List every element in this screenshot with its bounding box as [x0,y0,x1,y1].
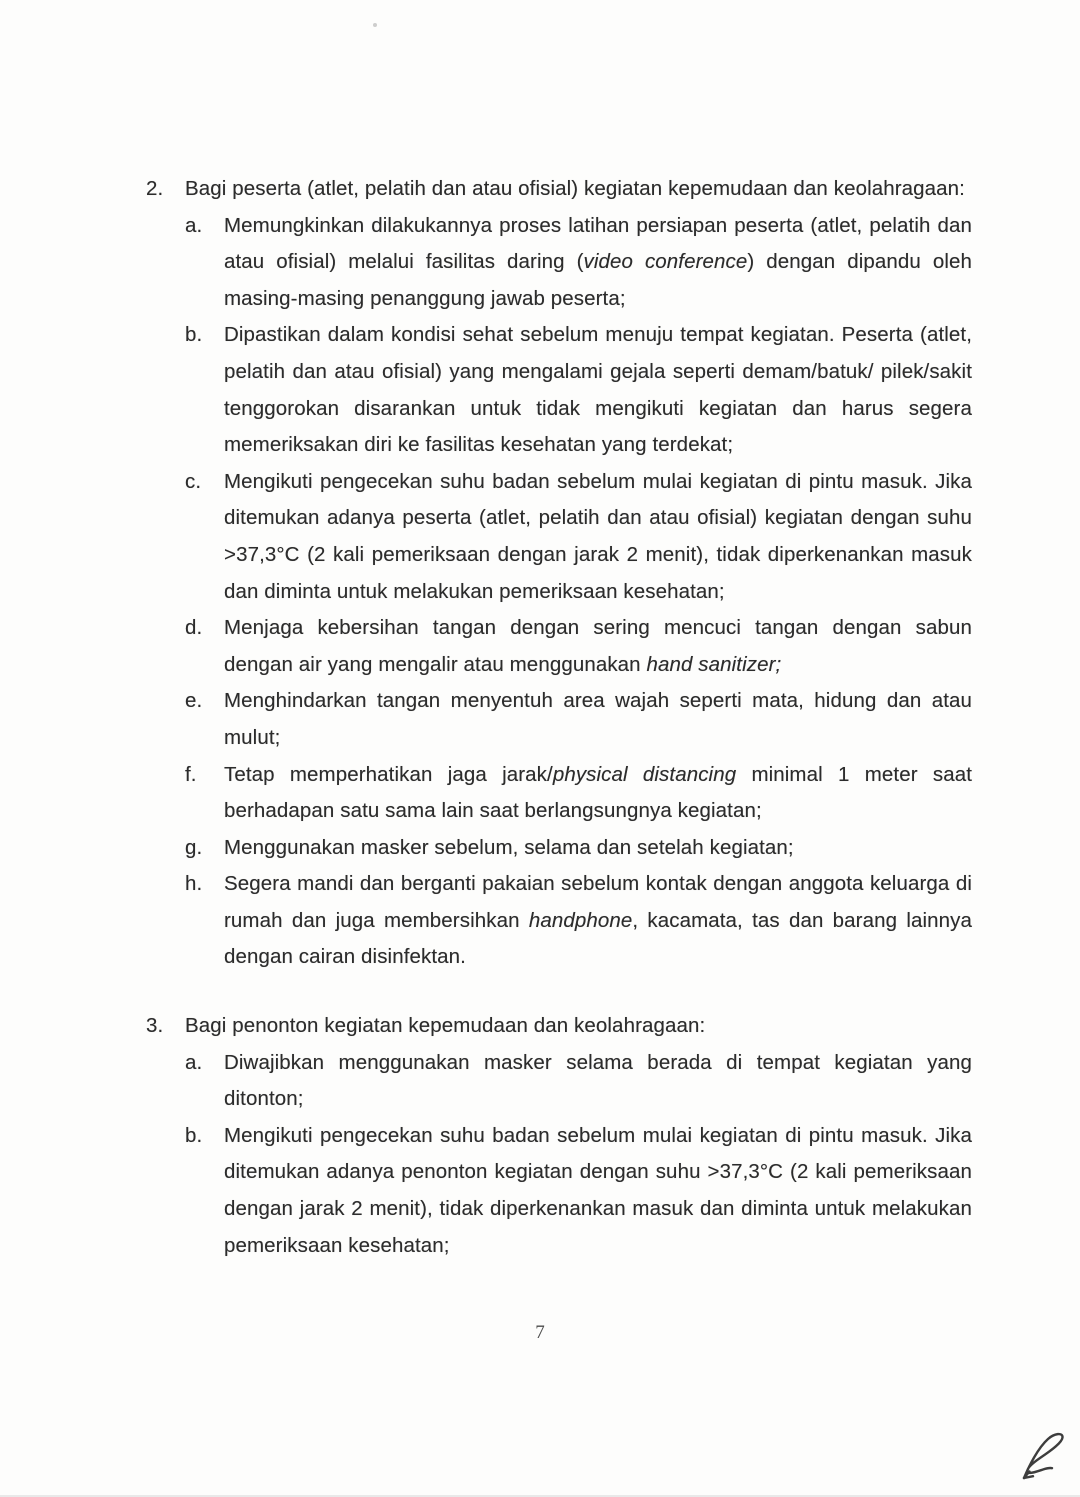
sub-list-item [185,866,972,976]
sub-item-text [224,610,972,683]
sub-item-marker: c. [185,469,202,493]
sub-list-item [185,317,972,463]
list-item-text [185,171,972,208]
text-segment: Memungkinkan dilakukannya proses latihan persiapan peserta (atlet, pelatih dan atau ofisial) melalui fasilitas daring ( [224,213,972,274]
sub-item-text [224,866,972,976]
sub-item-marker: b. [185,1123,203,1147]
sub-item-text [224,683,972,756]
list-item-body [185,171,972,976]
text-segment: minimal 1 meter saat berhadapan satu sama lain saat berlangsungnya kegiatan; [224,762,972,823]
sub-item-text [224,1045,972,1118]
sub-item-marker: a. [185,1050,203,1074]
sub-item-marker: e. [185,689,203,713]
document-body [146,171,972,1264]
numbered-list [146,171,972,1264]
text-segment: Menghindarkan tangan menyentuh area wajah seperti mata, hidung dan atau mulut; [224,689,972,749]
sub-item-marker: f. [185,762,197,786]
sub-item-text [224,317,972,463]
sub-list-item [185,683,972,756]
sub-item-text [224,208,972,318]
list-item-text [185,1008,972,1045]
text-segment: handphone [528,908,633,932]
sub-list-item [185,830,972,867]
sub-item-text [224,1118,972,1264]
list-item-marker: 2. [146,177,164,200]
text-segment: Segera mandi dan berganti pakaian sebelum kontak dengan anggota keluarga di rumah dan juga membersihkan [224,872,972,932]
sub-item-marker: b. [185,323,203,347]
scan-artifact-dot [373,23,377,27]
list-item-body [185,1008,972,1264]
text-segment: , kacamata, tas dan barang lainnya dengan cairan disinfektan. [224,908,972,969]
list-item-marker: 3. [146,1014,164,1038]
handwritten-initials-icon [1014,1428,1068,1486]
text-segment: Dipastikan dalam kondisi sehat sebelum menuju tempat kegiatan. Peserta (atlet, pelatih dan atau ofisial) yang mengalami gejala seperti demam/batuk/ pilek/sakit tenggorokan disarankan untuk tidak mengikuti kegiatan dan harus segera memeriksakan diri ke fasilitas kesehatan yang terdekat; [224,323,972,457]
text-segment: Bagi penonton kegiatan kepemudaan dan keolahragaan: [185,1014,706,1038]
list-item [146,171,972,976]
text-segment: video conference [583,250,748,274]
text-segment: Mengikuti pengecekan suhu badan sebelum mulai kegiatan di pintu masuk. Jika ditemukan adanya penonton kegiatan dengan suhu >37,3°C (2 kali pemeriksaan dengan jarak 2 menit), tidak diperkenankan masuk dan diminta untuk melakukan pemeriksaan kesehatan; [224,1123,972,1257]
text-segment: Diwajibkan menggunakan masker selama berada di tempat kegiatan yang ditonton; [224,1050,972,1111]
sub-item-marker: h. [185,872,203,896]
sub-item-text [224,757,972,830]
sub-list-item [185,1045,972,1118]
text-segment: Menggunakan masker sebelum, selama dan setelah kegiatan; [224,835,794,859]
sub-list-item [185,1118,972,1264]
sub-list [185,208,972,976]
sub-list-item [185,757,972,830]
text-segment: Bagi peserta (atlet, pelatih dan atau ofisial) kegiatan kepemudaan dan keolahragaan: [185,177,965,200]
sub-item-text [224,830,972,867]
sub-list-item [185,610,972,683]
sub-list [185,1045,972,1265]
list-item [146,1008,972,1264]
sub-item-marker: a. [185,213,203,237]
page-number: 7 [535,1322,545,1343]
text-segment: hand sanitizer; [646,652,782,676]
sub-item-marker: d. [185,616,203,640]
sub-list-item [185,464,972,610]
text-segment: Menjaga kebersihan tangan dengan sering mencuci tangan dengan sabun dengan air yang mengalir atau menggunakan [224,616,972,676]
text-segment: ) dengan dipandu oleh masing-masing penanggung jawab peserta; [224,250,972,310]
text-segment: Tetap memperhatikan jaga jarak/ [224,762,553,786]
sub-list-item [185,208,972,318]
text-segment: physical distancing [552,762,737,786]
sub-item-marker: g. [185,835,203,859]
sub-item-text [224,464,972,610]
text-segment: Mengikuti pengecekan suhu badan sebelum mulai kegiatan di pintu masuk. Jika ditemukan adanya peserta (atlet, pelatih dan atau ofisial) kegiatan dengan suhu >37,3°C (2 kali pemeriksaan dengan jarak 2 menit), tidak diperkenankan masuk dan diminta untuk melakukan pemeriksaan kesehatan; [224,469,972,603]
